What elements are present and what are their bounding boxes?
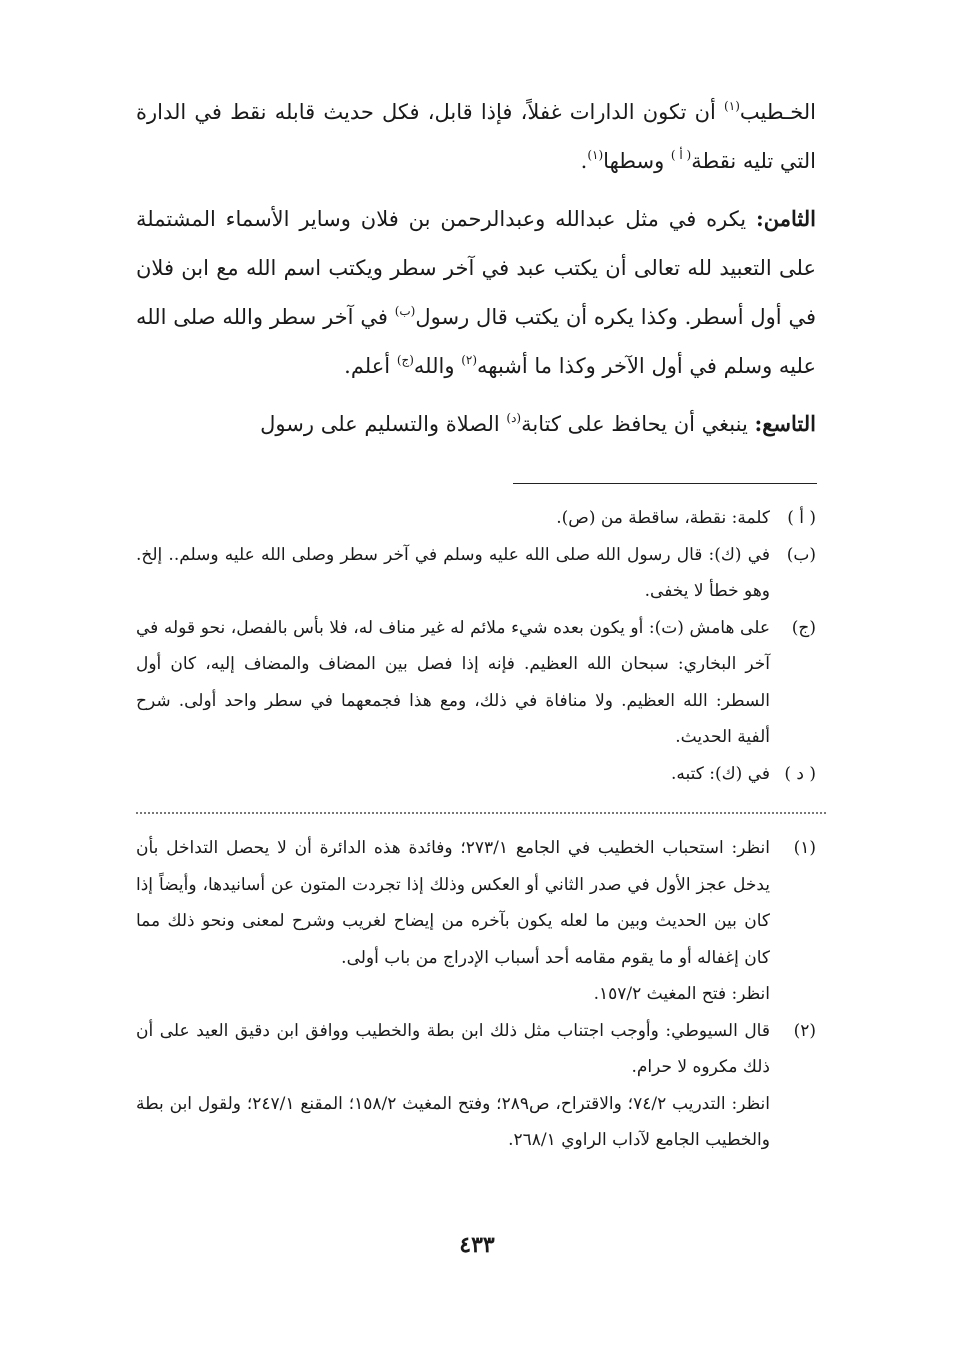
note-mark: ( د ) — [784, 763, 816, 784]
note-mark: (ب) — [786, 544, 816, 565]
note-mark: ( أ ) — [787, 508, 816, 528]
footnotes — [136, 830, 816, 1159]
divider-solid — [513, 483, 817, 484]
divider-dotted — [136, 812, 826, 814]
note-text: على هامش (ت): أو يكون بعده شيء ملائم له غير مناف له، فلا بأس بالفصل، نحو قوله في آخر البخاري: سبحان الله العظيم. فإنه إذا فصل بين المضاف والمضاف إليه، كان أول السطر: الله العظيم. ولا منافاة في ذلك، ومع هذا فجمعهما في سطر واحد أولى. شرح ألفية الحديث. — [136, 617, 770, 747]
note-mark: (ج) — [791, 617, 816, 638]
section-heading: التاسع: — [754, 411, 816, 436]
footnote-reference: انظر: التدريب ٧٤/٢؛ والاقتراح، ص٢٨٩؛ وفتح المغيث ١٥٨/٢؛ المقنع ٢٤٧/١؛ ولقول ابن بطة والخطيب الجامع لآداب الراوي ٢٦٨/١. — [136, 1093, 770, 1150]
footnote-text: قال السيوطي: وأوجب اجتناب مثل ذلك ابن بطة والخطيب ووافق ابن دقيق العيد على أن ذلك مكروه لا حرام. — [136, 1020, 770, 1077]
main-text — [136, 88, 816, 459]
paragraph-ninth: التاسع: ينبغي أن يحافظ على كتابة$^{(د)}$ الصلاة والتسليم على رسول — [260, 411, 816, 436]
section-heading: الثامن: — [756, 206, 816, 231]
variant-ref: ( أ ) — [670, 148, 692, 162]
footnote-ref: (١) — [724, 99, 740, 113]
variant-note — [136, 500, 816, 537]
footnote-reference: انظر: فتح المغيث ١٥٧/٢. — [593, 984, 770, 1004]
footnote-ref: (١) — [587, 148, 604, 162]
variant-ref: (ج) — [396, 353, 414, 367]
paragraph-eighth: الثامن: يكره في مثل عبدالله وعبدالرحمن بن فلان وساير الأسماء المشتملة على التعبيد لله تعالى أن يكتب عبد في آخر سطر ويكتب اسم الله مع ابن فلان في أول أسطر. وكذا يكره أن يكتب قال رسول$^{(ب)}$ في آخر سطر والله صلى الله عليه وسلم في أول الآخر وكذا ما أشبهه$^{(٢)}$ والله$^{(ج)}$ أعلم. — [136, 206, 816, 378]
footnote-ref: (٢) — [461, 353, 478, 367]
variant-notes — [136, 500, 816, 792]
note-text: في (ك): قال رسول الله صلى الله عليه وسلم في آخر سطر وصلى الله عليه وسلم.. إلخ. وهو خطأ لا يخفى. — [136, 544, 770, 601]
page-number: ٤٣٣ — [459, 1232, 495, 1258]
variant-ref: (د) — [506, 411, 522, 425]
variant-note — [136, 610, 816, 756]
footnote — [136, 830, 816, 1013]
variant-note — [136, 537, 816, 610]
footnote-text: انظر: استحباب الخطيب في الجامع ٢٧٣/١؛ وفائدة هذه الدائرة أن لا يحصل التداخل بأن يدخل عجز الأول في صدر الثاني أو العكس وذلك إذا تجردت المتون عن أسانيدها، وأيضاً إذا كان بين الحديث وبين ما لعله يكون بآخره من إيضاح لغريب وشرح لمعنى ونحو ذلك مما كان إغفاله أو ما يقوم مقامه أحد أسباب الإدراج من باب أولى. — [136, 838, 770, 968]
variant-ref: (ب) — [394, 304, 416, 318]
paragraph-intro: الخـطيب$^{(١)}$ أن تكون الدارات غفلاً، فإذا قابل، فكل حديث قابله نقط في الدارة التي تليه نقطة$^{( أ )}$ وسطها$^{(١)}$. — [136, 99, 816, 173]
note-text: في (ك): كتبه. — [671, 763, 770, 784]
footnote-mark: (١) — [793, 838, 816, 858]
footnote — [136, 1013, 816, 1159]
variant-note — [136, 756, 816, 793]
note-text: كلمة: نقطة، ساقطة من (ص). — [556, 508, 770, 528]
footnote-mark: (٢) — [793, 1020, 816, 1041]
